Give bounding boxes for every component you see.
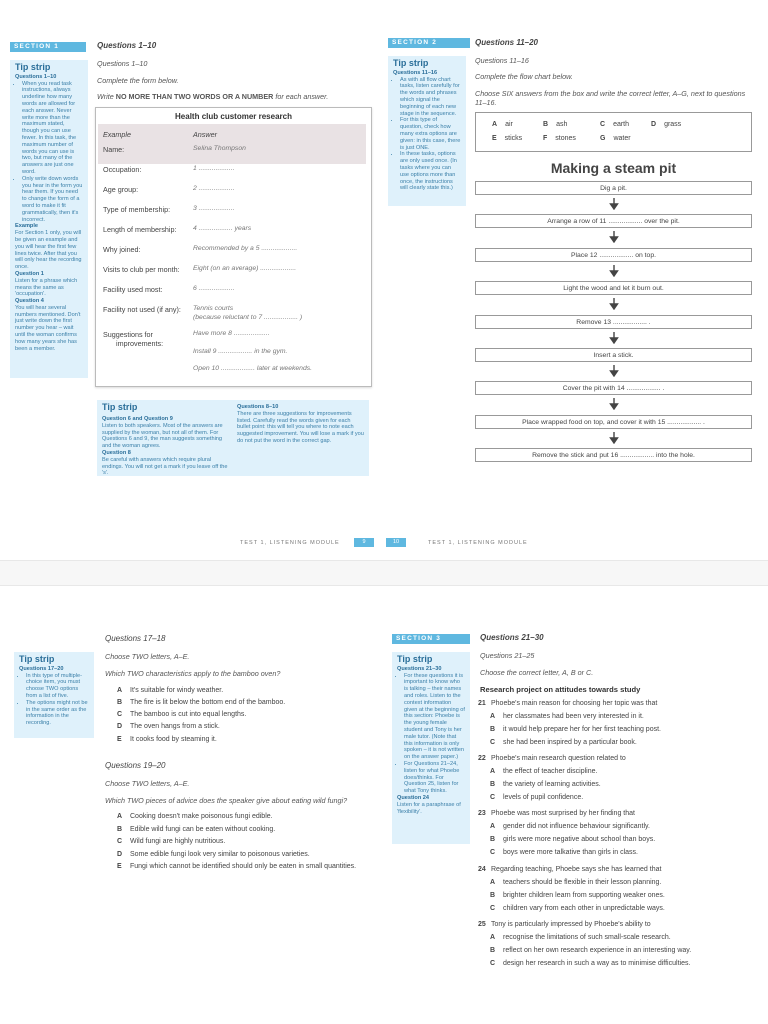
option-item: F stones (543, 135, 576, 142)
choice-item: B it would help prepare her for her first teaching post. (490, 726, 661, 733)
question-stem: 22 Phoebe's main research question related to (478, 755, 626, 762)
form-label: Length of membership: (103, 225, 177, 234)
choice-item: B reflect on her own research experience in an interesting way. (490, 947, 692, 954)
answer-blank: Install 9 .................. in the gym. (193, 348, 288, 355)
options-box (475, 112, 752, 152)
choice-item: A Cooking doesn't make poisonous fungi edible. (117, 813, 273, 820)
form-value: Tennis courts (193, 305, 234, 312)
bamboo-oven-question: Which TWO characteristics apply to the bamboo oven? (105, 669, 281, 678)
footer-right-text: TEST 1, LISTENING MODULE (428, 540, 528, 546)
flow-step: Insert a stick. (475, 348, 752, 362)
tip-strip-section-2: Tip strip Questions 11–16 • As with all flow chart tasks, listen carefully for the words and phrases which signal the beginning of each new stage in the sequence. • For this type of question, check how many extra options are given: in this case, there is just ONE. • In these tasks, options are only used once. (In tasks where you can use options more than once, the instructions will clearly state this.) (388, 56, 466, 206)
questions-21-25-subheading: Questions 21–25 (480, 651, 535, 660)
choice-item: D Some edible fungi look very similar to poisonous varieties. (117, 851, 310, 858)
choose-two-instruction: Choose TWO letters, A–E. (105, 652, 190, 661)
choice-item: C Wild fungi are highly nutritious. (117, 838, 226, 845)
form-label: Visits to club per month: (103, 265, 180, 274)
choice-item: A teachers should be flexible in their lesson planning. (490, 879, 662, 886)
questions-19-20-heading: Questions 19–20 (105, 761, 166, 770)
form-value: Selina Thompson (193, 145, 246, 152)
flow-step: Dig a pit. (475, 181, 752, 195)
option-item: C earth (600, 121, 630, 128)
arrow-down-icon (609, 198, 619, 210)
choose-two-instruction: Choose TWO letters, A–E. (105, 779, 190, 788)
arrow-down-icon (609, 365, 619, 377)
option-item: B ash (543, 121, 568, 128)
choice-item: A It's suitable for windy weather. (117, 687, 224, 694)
flow-step: Remove 13 .................. . (475, 315, 752, 329)
tip-strip-section-1: Tip strip Questions 1–10 • When you read task instructions, always underline how many words are allowed for each answer. Never write more than the maximum stated, though you can use fewer. In this task, the maximum number of words you can use is two, but many of the answers are just one word. • Only write down words you hear in the form you hear them. If you need to change the form of a word to make it fit grammatically, then it's incorrect. Example For Section 1 only, you will be given an example and you will hear the first few lines twice. After that you will only hear the recording once. Question 1 Listen for a phrase which means the same as 'occupation'. Question 4 You will hear several numbers mentioned. Don't just write down the first number you hear – wait until the woman confirms how many years she has been a member. (10, 60, 88, 378)
answer-blank: 4 .................. years (193, 225, 252, 232)
answer-blank: Open 10 .................. later at weekends. (193, 365, 313, 372)
form-label: Type of membership: (103, 205, 171, 214)
form-value: Eight (on an average) ................... (193, 265, 297, 272)
choice-item: B The fire is lit below the bottom end of the bamboo. (117, 699, 286, 706)
tip-strip-section-3: Tip strip Questions 21–30 • For these questions it is important to know who is talking – their names and roles. Listen to the context information given at the beginning of this section: Phoebe is the young female student and Tony is her male tutor. (Note that this information is only spoken – it is not written on the answer paper.) • For Questions 21–24, listen for what Phoebe does/thinks. For Question 25, listen for what Tony thinks. Question 24 Listen for a paraphrase of 'flexibility'. (392, 652, 470, 844)
choice-item: C she had been inspired by a particular book. (490, 739, 637, 746)
tip-strip-questions-6-9: Tip strip Question 6 and Question 9 Listen to both speakers. Most of the answers are supplied by the woman, but not all of them. For Questions 6 and 9, the man suggests something and the woman agrees. Question 8 Be careful with answers which require plural endings. You will not get a mark if you leave off the 's'. Questions 8–10 There are three suggestions for improvements listed. Carefully read the words given for each bullet point: this will tell you where to note each suggested improvement. You will lose a mark if you do not put the word in the correct gap. (97, 400, 369, 476)
choice-item: A recognise the limitations of such small-scale research. (490, 934, 671, 941)
flow-step: Arrange a row of 11 .................. over the pit. (475, 214, 752, 228)
section-1-tag: SECTION 1 (10, 42, 86, 52)
flow-step: Cover the pit with 14 .................. . (475, 381, 752, 395)
questions-17-18-heading: Questions 17–18 (105, 634, 166, 643)
arrow-down-icon (609, 265, 619, 277)
question-stem: 24 Regarding teaching, Phoebe says she has learned that (478, 866, 662, 873)
choice-item: D The oven hangs from a stick. (117, 723, 220, 730)
answer-blank: 1 ................... (193, 165, 235, 172)
question-stem: 23 Phoebe was most surprised by her finding that (478, 810, 635, 817)
section-1-heading: Questions 1–10 (97, 41, 157, 50)
section-3-tag: SECTION 3 (392, 634, 470, 644)
arrow-down-icon (609, 398, 619, 410)
example-label: Example (103, 130, 131, 139)
question-stem: 25 Tony is particularly impressed by Phoebe's ability to (478, 921, 651, 928)
form-label: Age group: (103, 185, 139, 194)
page-number-left: 9 (354, 538, 374, 547)
example-band (98, 124, 366, 164)
questions-1-10-subheading: Questions 1–10 (97, 59, 148, 68)
choice-item: B Edible wild fungi can be eaten without cooking. (117, 826, 276, 833)
choice-item: C The bamboo is cut into equal lengths. (117, 711, 247, 718)
answer-blank: 2 ................... (193, 185, 235, 192)
option-item: E sticks (492, 135, 523, 142)
choice-item: A gender did not influence behaviour significantly. (490, 823, 650, 830)
form-label: Occupation: (103, 165, 142, 174)
choose-six-instruction: Choose SIX answers from the box and write the correct letter, A–G, next to questions 11–16. (475, 89, 746, 107)
option-item: G water (600, 135, 631, 142)
page-number-right: 10 (386, 538, 406, 547)
arrow-down-icon (609, 432, 619, 444)
choice-item: C design her research in such a way as to minimise difficulties. (490, 960, 691, 967)
word-limit-instruction: Write NO MORE THAN TWO WORDS OR A NUMBER for each answer. (97, 92, 329, 101)
choice-item: E Fungi which cannot be identified should only be eaten in small quantities. (117, 863, 357, 870)
section-3-heading: Questions 21–30 (480, 633, 544, 642)
flow-step: Remove the stick and put 16 .................. into the hole. (475, 448, 752, 462)
choice-item: B brighter children learn from supporting weaker ones. (490, 892, 665, 899)
form-instruction: Complete the form below. (97, 76, 179, 85)
flow-step: Place 12 .................. on top. (475, 248, 752, 262)
health-club-form (95, 107, 372, 387)
choose-correct-letter-instruction: Choose the correct letter, A, B or C. (480, 668, 594, 677)
form-label: improvements: (116, 339, 164, 348)
choice-item: B girls were more negative about school than boys. (490, 836, 656, 843)
footer-left-text: TEST 1, LISTENING MODULE (240, 540, 340, 546)
arrow-down-icon (609, 231, 619, 243)
choice-item: A her classmates had been very interested in it. (490, 713, 644, 720)
form-label: Facility used most: (103, 285, 163, 294)
form-label: Suggestions for (103, 330, 153, 339)
choice-item: E It cooks food by steaming it. (117, 736, 217, 743)
choice-item: A the effect of teacher discipline. (490, 768, 598, 775)
answer-label: Answer (193, 130, 217, 139)
form-title: Health club customer research (175, 112, 292, 121)
flow-chart-instruction: Complete the flow chart below. (475, 72, 573, 81)
arrow-down-icon (609, 298, 619, 310)
research-project-title: Research project on attitudes towards study (480, 685, 641, 694)
choice-item: C children vary from each other in unpredictable ways. (490, 905, 665, 912)
flow-chart-title: Making a steam pit (550, 160, 677, 176)
question-stem: 21 Phoebe's main reason for choosing her topic was that (478, 700, 658, 707)
answer-blank: 3 ................... (193, 205, 235, 212)
arrow-down-icon (609, 332, 619, 344)
form-label: Name: (103, 145, 125, 154)
form-label: Facility not used (if any): (103, 305, 181, 314)
answer-blank: 6 ................... (193, 285, 235, 292)
section-2-tag: SECTION 2 (388, 38, 470, 48)
form-label: Why joined: (103, 245, 141, 254)
flow-step: Place wrapped food on top, and cover it with 15 .................. . (475, 415, 752, 429)
wild-fungi-question: Which TWO pieces of advice does the speaker give about eating wild fungi? (105, 796, 348, 805)
answer-blank: Recommended by a 5 ................... (193, 245, 298, 252)
page-spread-divider (0, 560, 768, 586)
tip-strip-questions-17-20: Tip strip Questions 17–20 • In this type of multiple-choice item, you must choose TWO options from a list of five. • The options might not be in the same order as the information in the recording. (14, 652, 94, 738)
choice-item: C boys were more talkative than girls in class. (490, 849, 638, 856)
section-2-heading: Questions 11–20 (475, 38, 538, 47)
answer-blank: Have more 8 ................... (193, 330, 270, 337)
choice-item: B the variety of learning activities. (490, 781, 601, 788)
questions-11-16-subheading: Questions 11–16 (475, 56, 529, 65)
choice-item: C levels of pupil confidence. (490, 794, 584, 801)
flow-step: Light the wood and let it burn out. (475, 281, 752, 295)
option-item: A air (492, 121, 513, 128)
answer-blank: (because reluctant to 7 .................. ) (193, 314, 303, 321)
option-item: D grass (651, 121, 682, 128)
